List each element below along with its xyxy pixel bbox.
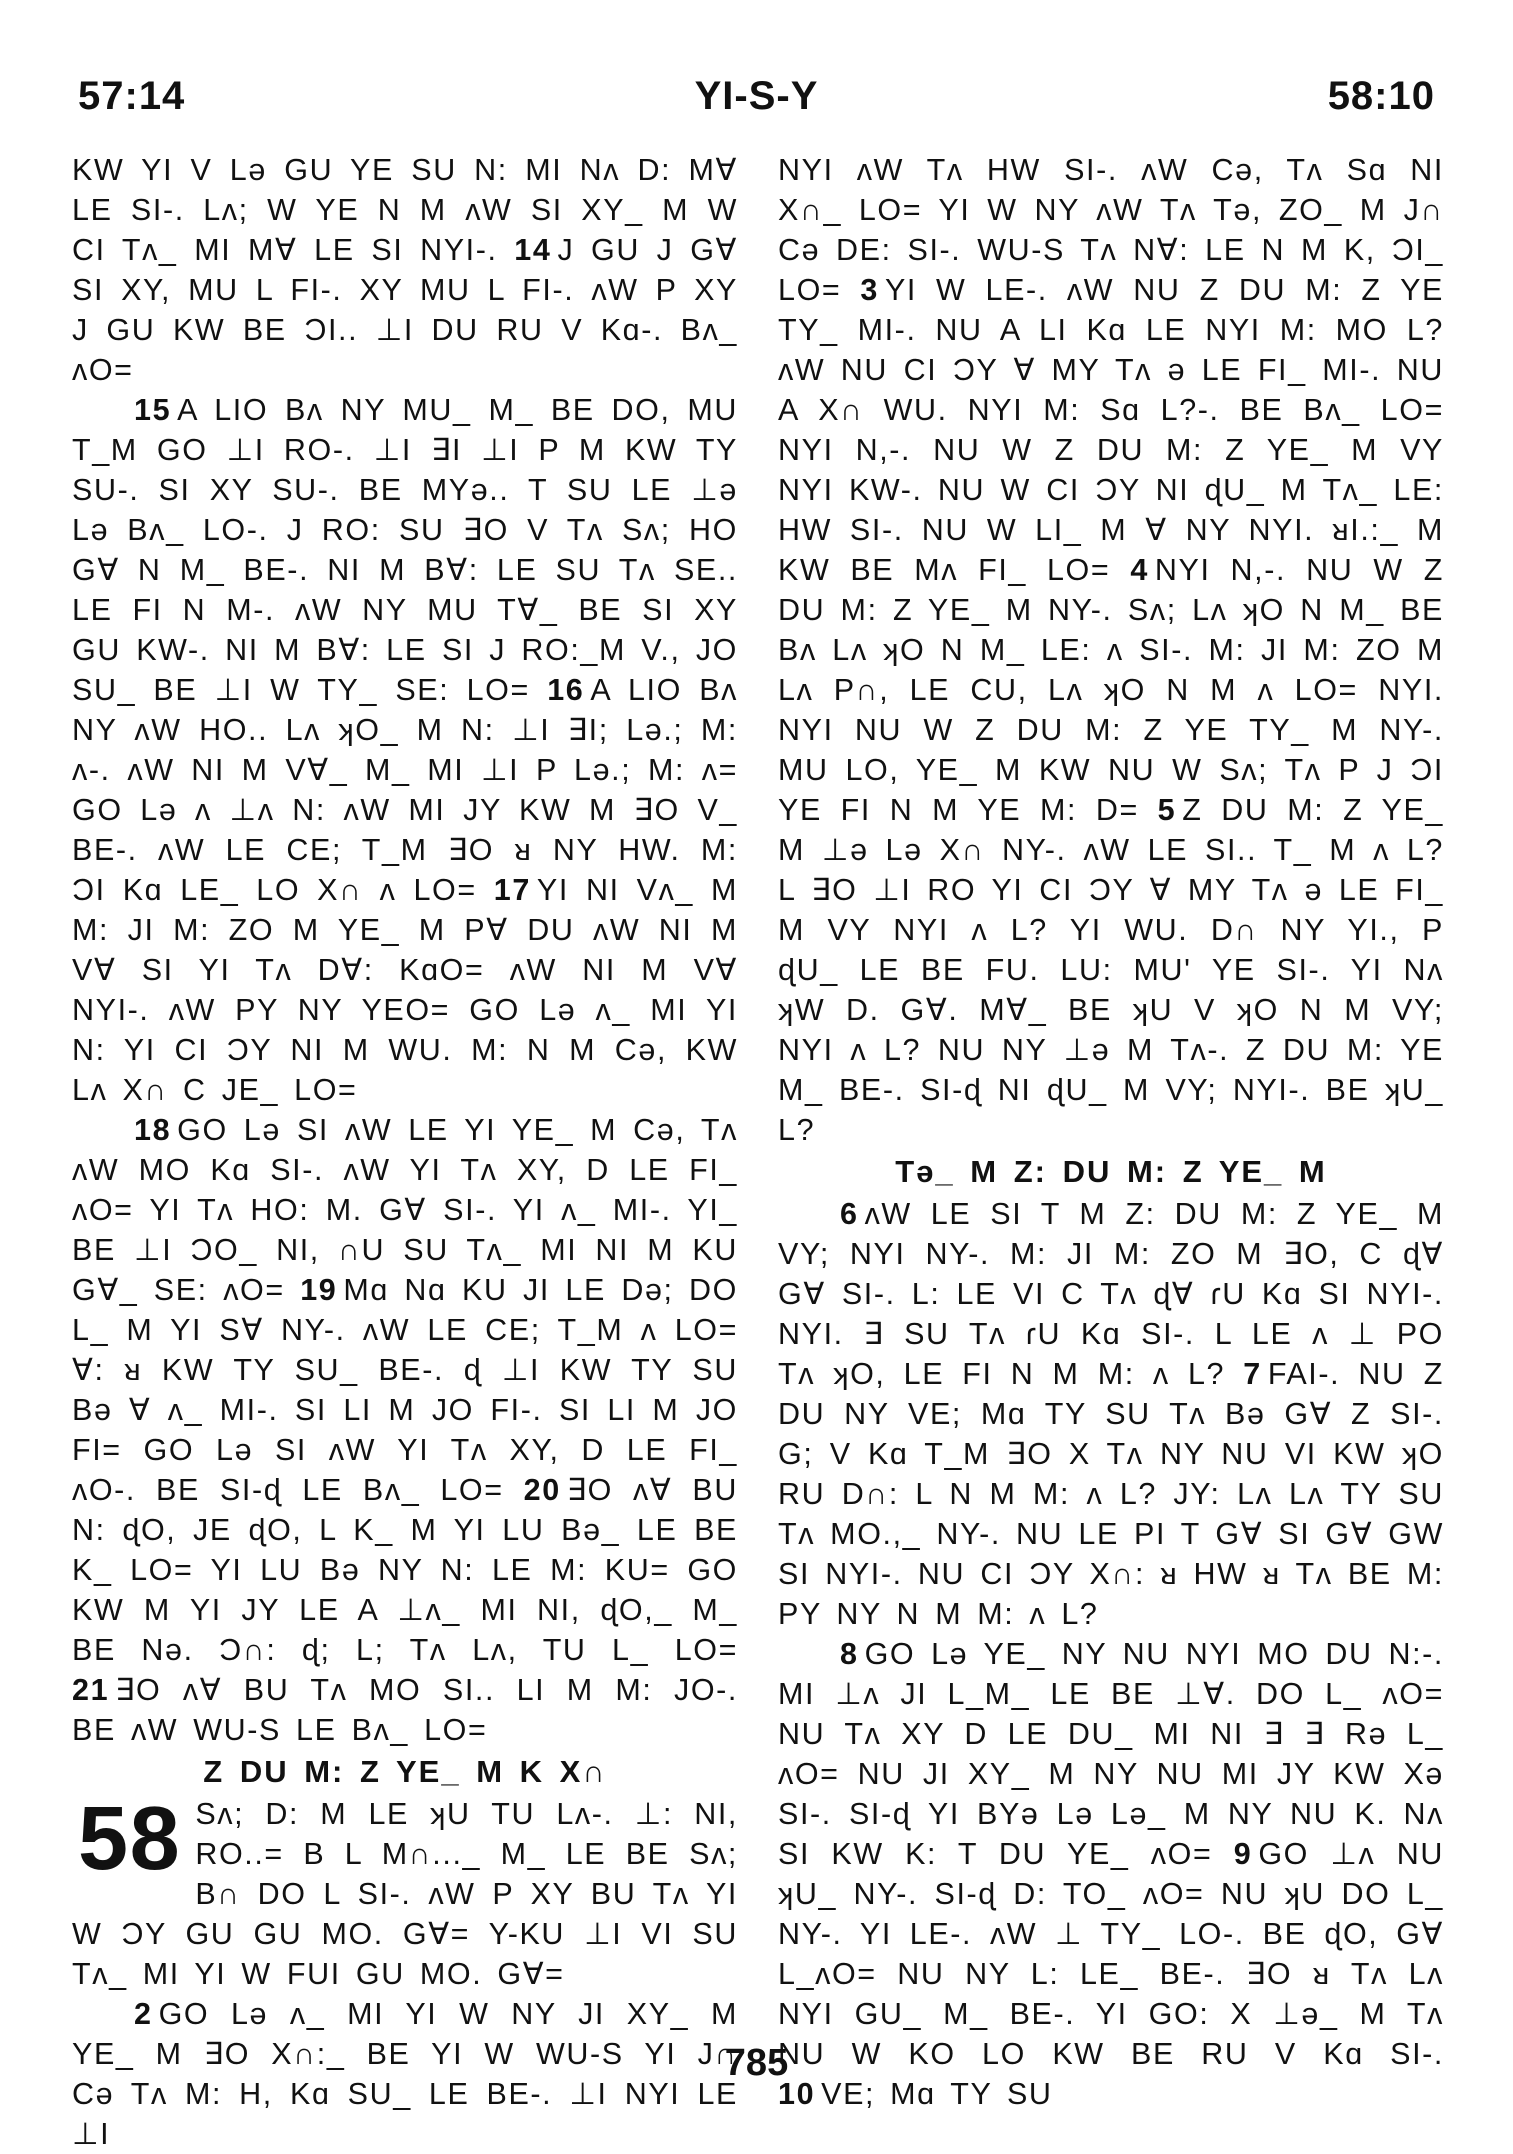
- verse-number: 15: [134, 393, 172, 427]
- section-heading: Z DU M: Z YE_ M K X∩: [203, 1754, 607, 1789]
- running-header-book-title: YI-S-Y: [694, 74, 819, 118]
- verse-number: 21: [72, 1673, 110, 1707]
- running-header-left-reference: 57:14: [78, 74, 186, 118]
- section-heading: Tǝ_ M Z: DU M: Z YE_ M: [895, 1154, 1327, 1189]
- left-text-column: [72, 150, 738, 2154]
- verse-text: ∃O ʌⱯ BU N: ɖO, JE ɖO, L K_ M YI LU Bǝ_ LE BE K_ LO= YI LU Bǝ NY N: LE M: KU= GO KW M YI JY LE A ⊥ʌ_ MI NI, ɖO,_ M_ BE Nǝ. Ɔ∩: ɖ; L; Tʌ Lʌ, TU L_ LO=: [72, 1473, 738, 1667]
- verse-number: 10: [778, 2077, 816, 2111]
- verse-number: 20: [523, 1473, 561, 1507]
- verse-text: Sʌ; D: M LE ʞU TU Lʌ-. ⊥: NI, RO..= B L M∩..._ M_ LE BE Sʌ; B∩ DO L SI-. ʌW P XY BU Tʌ YI W ƆY GU GU MO. GⱯ= Y-KU ⊥I VI SU Tʌ_ MI YI W FUI GU MO. GⱯ=: [72, 1797, 738, 1991]
- verse-number: 8: [840, 1637, 859, 1671]
- verse-text: A LIO Bʌ NY ʌW HO.. Lʌ ʞO_ M N: ⊥I ∃I; Lǝ.; M: ʌ-. ʌW NI M VⱯ_ M_ MI ⊥I P Lǝ.; M: ʌ= GO Lǝ ʌ ⊥ʌ N: ʌW MI JY KW M ∃O V_ BE-. ʌW LE CE; T_M ∃O ᴚ NY HW. M: ƆI Kɑ LE_ LO X∩ ʌ LO=: [72, 673, 738, 907]
- verse-number: 17: [493, 873, 531, 907]
- verse-text: NYI ʌW Tʌ HW SI-. ʌW Cǝ, Tʌ Sɑ NI X∩_ LO= YI W NY ʌW Tʌ Tǝ, ZO_ M J∩ Cǝ DE: SI-. WU-S Tʌ NⱯ: LE N M K, ƆI_ LO=: [778, 153, 1444, 307]
- verse-text: A LIO Bʌ NY MU_ M_ BE DO, MU T_M GO ⊥I RO-. ⊥I ∃I ⊥I P M KW TY SU-. SI XY SU-. BE MYǝ.. T SU LE ⊥ǝ Lǝ Bʌ_ LO-. J RO: SU ∃O V Tʌ Sʌ; HO GⱯ N M_ BE-. NI M BⱯ: LE SU Tʌ SE.. LE FI N M-. ʌW NY MU TⱯ_ BE SI XY GU KW-. NI M BⱯ: LE SI J RO:_M V., JO SU_ BE ⊥I W TY_ SE: LO=: [72, 393, 738, 707]
- running-header-right-reference: 58:10: [1327, 74, 1435, 118]
- verse-text: YI W LE-. ʌW NU Z DU M: Z YE TY_ MI-. NU A LI Kɑ LE NYI M: MO L? ʌW NU CI ƆY Ɐ MY Tʌ ǝ LE FI_ MI-. NU A X∩ WU. NYI M: Sɑ L?-. BE Bʌ_ LO= NYI N,-. NU W Z DU M: Z YE_ M VY NYI KW-. NU W CI ƆY NI ɖU_ M Tʌ_ LE: HW SI-. NU W LI_ M Ɐ NY NYI. ᴚI.:_ M KW BE Mʌ FI_ LO=: [778, 273, 1444, 587]
- verse-number: 18: [134, 1113, 172, 1147]
- verse-text: FAI-. NU Z DU NY VE; Mɑ TY SU Tʌ Bǝ GⱯ Z SI-. G; V Kɑ T_M ∃O X Tʌ NY NU VI KW ʞO RU D∩: L N M M: ʌ L? JY: Lʌ Lʌ TY SU Tʌ MO.,_ NY-. NU LE PI T GⱯ SI GⱯ GW SI NYI-. NU CI ƆY X∩: ᴚ HW ᴚ Tʌ BE M: PY NY N M M: ʌ L?: [778, 1357, 1445, 1631]
- verse-text: GO Lǝ YE_ NY NU NYI MO DU N:-. MI ⊥ʌ JI L_M_ LE BE ⊥Ɐ. DO L_ ʌO= NU Tʌ XY D LE DU_ MI NI ∃ ∃ Rǝ L_ ʌO= NU JI XY_ M NY NU MI JY KW Xǝ SI-. SI-ɖ YI BYǝ Lǝ Lǝ_ M NY NU K. Nʌ SI KW K: T DU YE_ ʌO=: [778, 1637, 1444, 1871]
- verse-text: J GU J GⱯ SI XY, MU L FI-. XY MU L FI-. ʌW P XY J GU KW BE ƆI.. ⊥I DU RU V Kɑ-. Bʌ_ ʌO=: [72, 233, 738, 387]
- page-number: 785: [724, 2042, 789, 2084]
- verse-number: 4: [1130, 553, 1149, 587]
- verse-number: 19: [300, 1273, 338, 1307]
- chapter-block: [72, 1794, 738, 1994]
- verse-text: GO Lǝ ʌ_ MI YI W NY JI XY_ M YE_ M ∃O X∩:_ BE YI W WU-S YI J∩ Cǝ Tʌ M: H, Kɑ SU_ LE BE-. ⊥I NYI LE ⊥I: [72, 1997, 738, 2151]
- verse-text: GO ⊥ʌ NU ʞU_ NY-. SI-ɖ D: TO_ ʌO= NU ʞU DO L_ NY-. YI LE-. ʌW ⊥ TY_ LO-. BE ɖO, GⱯ L_ʌO= NU NY L: LE_ BE-. ∃O ᴚ Tʌ Lʌ NYI GU_ M_ BE-. YI GO: X ⊥ǝ_ M Tʌ NU W KO LO KW BE RU V Kɑ SI-.: [778, 1837, 1444, 2071]
- verse-text: YI NI Vʌ_ M M: JI M: ZO M YE_ M PⱯ DU ʌW NI M VⱯ SI YI Tʌ DⱯ: KɑO= ʌW NI M VⱯ NYI-. ʌW PY NY YEO= GO Lǝ ʌ_ MI YI N: YI CI ƆY NI M WU. M: N M Cǝ, KW Lʌ X∩ C JE_ LO=: [72, 873, 738, 1107]
- right-text-column: [778, 150, 1444, 2114]
- verse-number: 14: [514, 233, 552, 267]
- paragraph: [778, 150, 1444, 1150]
- verse-text: ʌW LE SI T M Z: DU M: Z YE_ M VY; NYI NY-. M: JI M: ZO M ∃O, C ɖⱯ GⱯ SI-. L: LE VI C Tʌ ɖⱯ ɾU Kɑ SI NYI-. NYI. ∃ SU Tʌ ɾU Kɑ SI-. L LE ʌ ⊥ PO Tʌ ʞO, LE FI N M M: ʌ L?: [778, 1197, 1444, 1391]
- verse-number: 9: [1233, 1837, 1253, 1871]
- verse-text: Mɑ Nɑ KU JI LE Dǝ; DO L_ M YI SⱯ NY-. ʌW LE CE; T_M ʌ LO= Ɐ: ᴚ KW TY SU_ BE-. ɖ ⊥I KW TY SU Bǝ Ɐ ʌ_ MI-. SI LI M JO FI-. SI LI M JO FI= GO Lǝ SI ʌW YI Tʌ XY, D LE FI_ ʌO-. BE SI-ɖ LE Bʌ_ LO=: [72, 1273, 738, 1507]
- paragraph: [778, 1194, 1444, 1634]
- verse-number: 2: [134, 1997, 153, 2031]
- verse-number: 3: [860, 273, 879, 307]
- verse-text: KW YI V Lǝ GU YE SU N: MI Nʌ D: MⱯ LE SI-. Lʌ; W YE N M ʌW SI XY_ M W CI Tʌ_ MI MⱯ LE SI NYI-.: [72, 153, 738, 267]
- verse-text: Z DU M: Z YE_ M ⊥ǝ Lǝ X∩ NY-. ʌW LE SI.. T_ M ʌ L? L ∃O ⊥I RO YI CI ƆY Ɐ MY Tʌ ǝ LE FI_ M VY NYI ʌ L? YI WU. D∩ NY YI., P ɖU_ LE BE FU. LU: MU' YE SI-. YI Nʌ ʞW D. GⱯ. MⱯ_ BE ʞU V ʞO N M VY; NYI ʌ L? NU NY ⊥ǝ M Tʌ-. Z DU M: YE M_ BE-. SI-ɖ NI ɖU_ M VY; NYI-. BE ʞU_ L?: [778, 793, 1444, 1147]
- verse-number: 5: [1157, 793, 1177, 827]
- verse-text: NYI N,-. NU W Z DU M: Z YE_ M NY-. Sʌ; Lʌ ʞO N M_ BE Bʌ Lʌ ʞO N M_ LE: ʌ SI-. M: JI M: ZO M Lʌ P∩, LE CU, Lʌ ʞO N M ʌ LO= NYI. NYI NU W Z DU M: Z YE TY_ M NY-. MU LO, YE_ M KW NU W Sʌ; Tʌ P J ƆI YE FI N M YE M: D=: [778, 553, 1444, 827]
- verse-text: VE; Mɑ TY SU: [821, 2077, 1053, 2111]
- verse-number: 7: [1243, 1357, 1262, 1391]
- verse-number: 16: [547, 673, 585, 707]
- verse-number: 6: [840, 1197, 859, 1231]
- verse-text: ∃O ʌⱯ BU Tʌ MO SI.. LI M M: JO-. BE ʌW WU-S LE Bʌ_ LO=: [72, 1673, 738, 1747]
- paragraph: [72, 150, 738, 390]
- chapter-number: 58: [78, 1794, 182, 1889]
- verse-text: GO Lǝ SI ʌW LE YI YE_ M Cǝ, Tʌ ʌW MO Kɑ SI-. ʌW YI Tʌ XY, D LE FI_ ʌO= YI Tʌ HO: M. GⱯ SI-. YI ʌ_ MI-. YI_ BE ⊥I ƆO_ NI, ∩U SU Tʌ_ MI NI M KU GⱯ_ SE: ʌO=: [72, 1113, 738, 1307]
- paragraph: [72, 1110, 738, 1750]
- paragraph: [72, 390, 738, 1110]
